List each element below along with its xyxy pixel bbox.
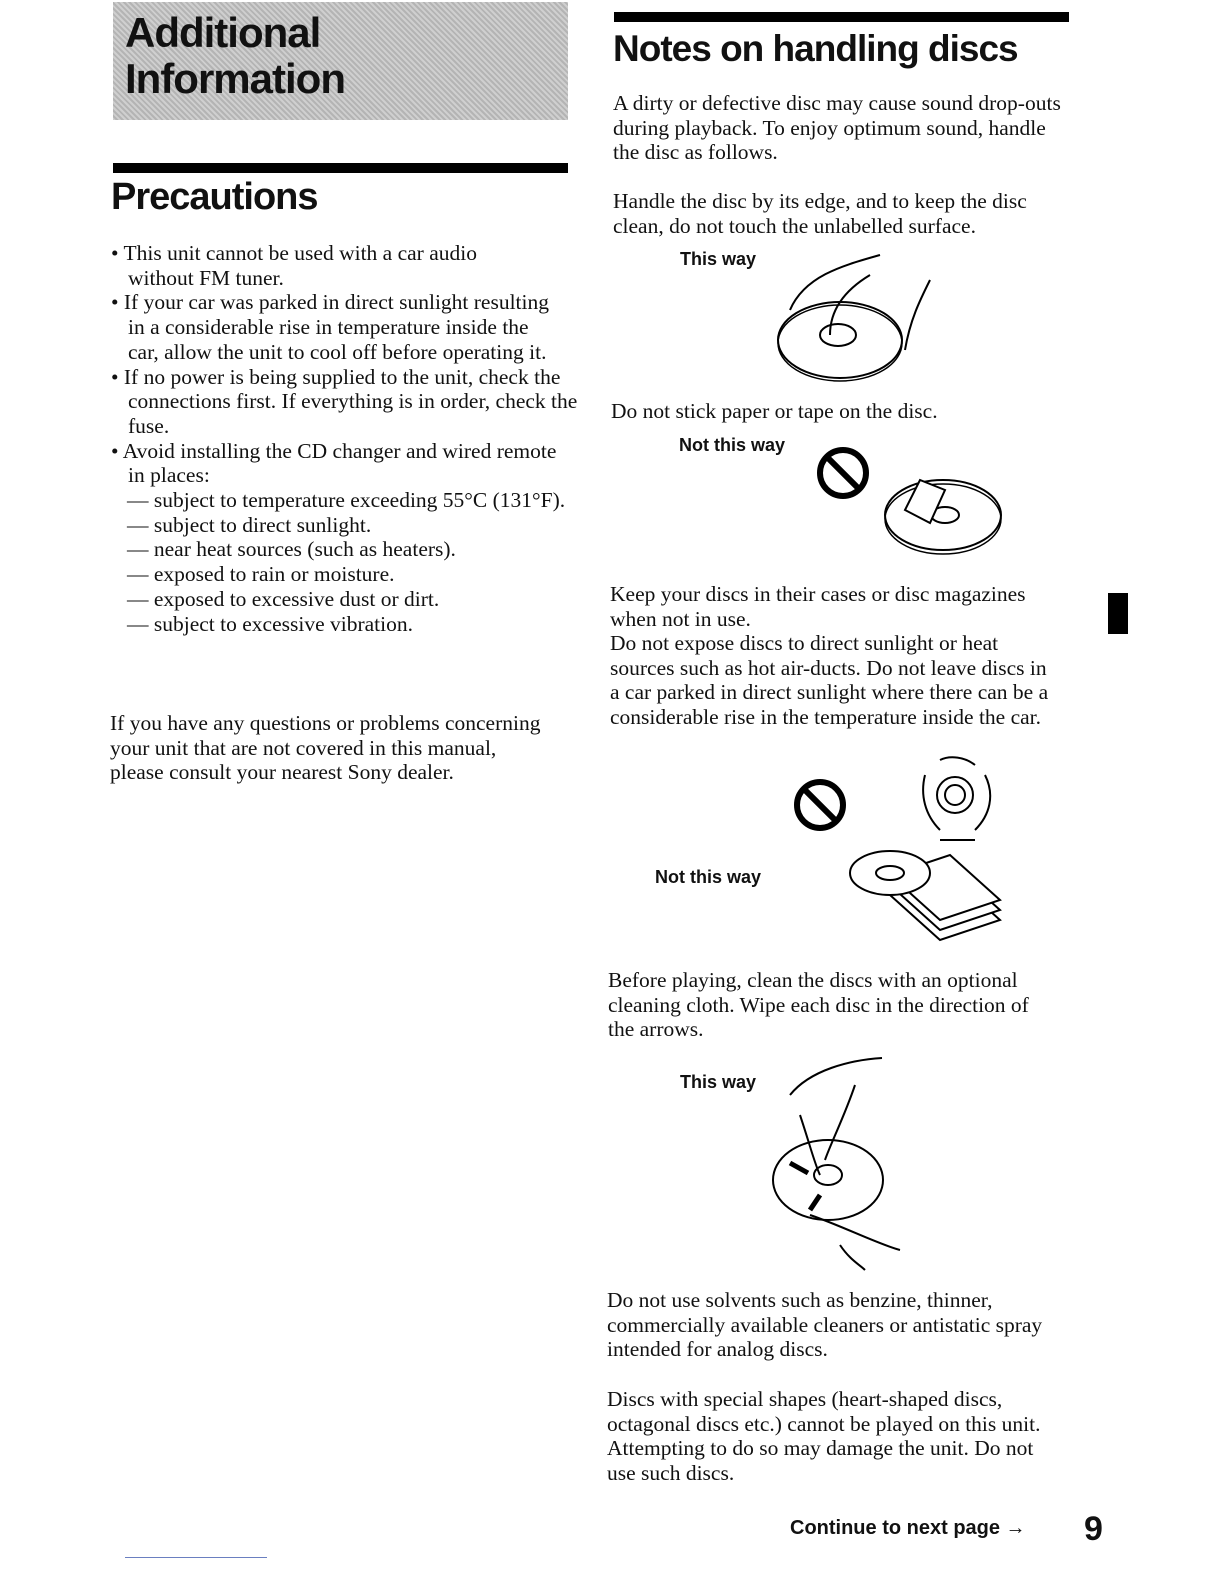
taped-disc-illustration xyxy=(815,445,1010,560)
dash-item: — subject to temperature exceeding 55°C (131°F). xyxy=(127,488,566,513)
not-this-way-label: Not this way xyxy=(679,435,786,455)
prohibited-icon xyxy=(797,782,843,828)
section-banner xyxy=(113,2,568,120)
disc-edge-handling-illustration xyxy=(770,250,930,385)
disc-case-stack-icon xyxy=(850,851,1000,940)
discs-heading: Notes on handling discs xyxy=(613,28,1018,69)
heading-rule xyxy=(113,163,568,173)
precautions-heading: Precautions xyxy=(111,176,318,218)
precautions-closing: If you have any questions or problems concerning your unit that are not covered in this manual, please consult your nearest Sony dealer. xyxy=(110,711,541,785)
disc-sunlight-illustration xyxy=(790,755,1010,945)
dash-item: — exposed to rain or moisture. xyxy=(127,562,395,587)
section-tab-marker xyxy=(1108,593,1128,634)
disc-wiping-illustration xyxy=(770,1055,910,1275)
this-way-label: This way xyxy=(680,249,757,269)
bullet-item: • If your car was parked in direct sunlight resulting in a considerable rise in temperature inside the car, allow the unit to cool off before operating it. xyxy=(111,290,549,364)
paragraph: Do not use solvents such as benzine, thinner, commercially available cleaners or antistatic spray intended for analog discs. xyxy=(607,1288,1043,1362)
dash-item: — near heat sources (such as heaters). xyxy=(127,537,456,562)
paragraph: Discs with special shapes (heart-shaped discs, octagonal discs etc.) cannot be played on this unit. Attempting to do so may damage the unit. Do not use such discs. xyxy=(607,1387,1041,1486)
dash-item: — exposed to excessive dust or dirt. xyxy=(127,586,440,611)
bullet-item: • This unit cannot be used with a car audio without FM tuner. xyxy=(111,241,477,290)
paragraph: Handle the disc by its edge, and to keep the disc clean, do not touch the unlabelled surface. xyxy=(613,189,1027,238)
bullet-item: • Avoid installing the CD changer and wired remote in places: xyxy=(111,438,557,488)
prohibited-icon xyxy=(820,450,866,496)
paragraph: Before playing, clean the discs with an optional cleaning cloth. Wipe each disc in the direction of the arrows. xyxy=(608,968,1029,1042)
sun-icon xyxy=(923,757,990,840)
precautions-list xyxy=(111,241,578,636)
bullet-item: • If no power is being supplied to the unit, check the connections first. If everything is in order, check the fuse. xyxy=(111,364,578,438)
this-way-label: This way xyxy=(680,1072,757,1092)
heading-rule xyxy=(614,12,1069,22)
continue-next-page: Continue to next page → xyxy=(790,1517,1026,1539)
dash-item: — subject to direct sunlight. xyxy=(127,512,372,537)
paragraph: Do not expose discs to direct sunlight or heat sources such as hot air-ducts. Do not leave discs in a car parked in direct sunlight where there can be a considerable rise in the temperature inside the car. xyxy=(610,631,1049,730)
not-this-way-label: Not this way xyxy=(655,867,762,887)
footer-rule xyxy=(125,1557,267,1558)
paragraph: Keep your discs in their cases or disc magazines when not in use. xyxy=(610,582,1026,631)
page-number: 9 xyxy=(1084,1510,1103,1548)
paragraph: A dirty or defective disc may cause sound drop-outs during playback. To enjoy optimum sound, handle the disc as follows. xyxy=(613,91,1061,165)
dash-item: — subject to excessive vibration. xyxy=(127,611,413,636)
paragraph: Do not stick paper or tape on the disc. xyxy=(611,399,938,423)
banner-title: Additional Information xyxy=(125,9,345,102)
